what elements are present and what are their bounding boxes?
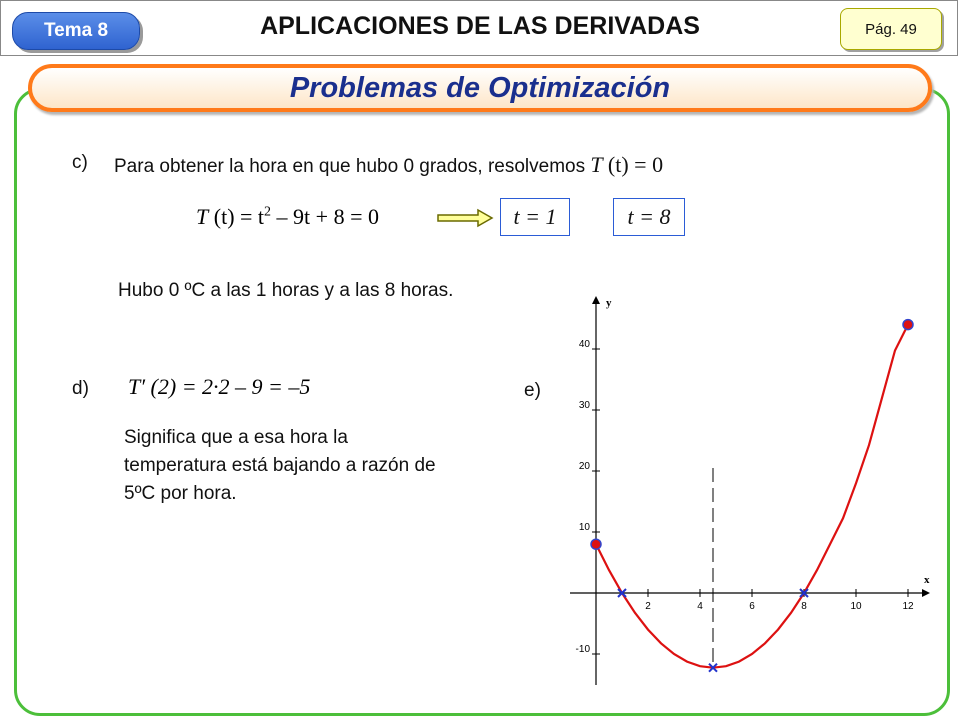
- part-c-intro: [114, 152, 663, 178]
- part-c-intro-text: Para obtener la hora en que hubo 0 grados, resolvemos: [114, 156, 586, 177]
- y-tick-label: 30: [578, 400, 590, 411]
- part-c-intro-T: T: [590, 152, 603, 177]
- solution-box-1: t = 1: [500, 198, 570, 236]
- y-axis-arrow-icon: [592, 296, 600, 304]
- x-tick-label: 4: [697, 601, 703, 612]
- equation-lhs: (t) = t: [213, 204, 265, 229]
- x-axis-label: x: [924, 574, 930, 586]
- y-tick-label: -10: [575, 644, 590, 655]
- x-tick-label: 8: [801, 601, 807, 612]
- parabola-curve: [596, 325, 908, 668]
- parabola-chart: [560, 290, 940, 690]
- x-tick-label: 2: [645, 601, 651, 612]
- equation-exponent: 2: [264, 204, 272, 220]
- endpoint-marker: [903, 320, 913, 330]
- y-axis-label: y: [606, 297, 612, 309]
- x-axis-arrow-icon: [922, 589, 930, 597]
- part-c-marker: c): [72, 152, 88, 173]
- y-tick-label: 40: [578, 339, 590, 350]
- x-tick-label: 10: [850, 601, 862, 612]
- y-tick-label: 10: [578, 522, 590, 533]
- section-banner: [28, 64, 932, 112]
- equation-T: T: [196, 204, 209, 229]
- page-badge: Pág. 49: [840, 8, 942, 50]
- part-c-intro-args: (t) = 0: [607, 152, 664, 177]
- part-d-marker: d): [72, 378, 89, 399]
- main-title: APLICACIONES DE LAS DERIVADAS: [260, 12, 700, 40]
- endpoint-marker: [591, 539, 601, 549]
- section-title: Problemas de Optimización: [289, 71, 671, 104]
- part-d-formula: T′ (2) = 2·2 – 9 = –5: [128, 374, 311, 399]
- part-d-explanation: Significa que a esa hora la temperatura está bajando a razón de 5ºC por hora.: [124, 427, 436, 504]
- arrow-right-icon: [436, 208, 494, 228]
- equation: [196, 204, 379, 230]
- x-tick-label: 12: [902, 601, 914, 612]
- part-e-marker: e): [524, 380, 541, 401]
- solution-box-2: t = 8: [613, 198, 685, 236]
- y-tick-label: 20: [578, 461, 590, 472]
- equation-rhs: – 9t + 8 = 0: [276, 204, 379, 229]
- tema-badge[interactable]: Tema 8: [12, 12, 140, 50]
- x-tick-label: 6: [749, 601, 755, 612]
- conclusion-text: Hubo 0 ºC a las 1 horas y a las 8 horas.: [118, 280, 454, 301]
